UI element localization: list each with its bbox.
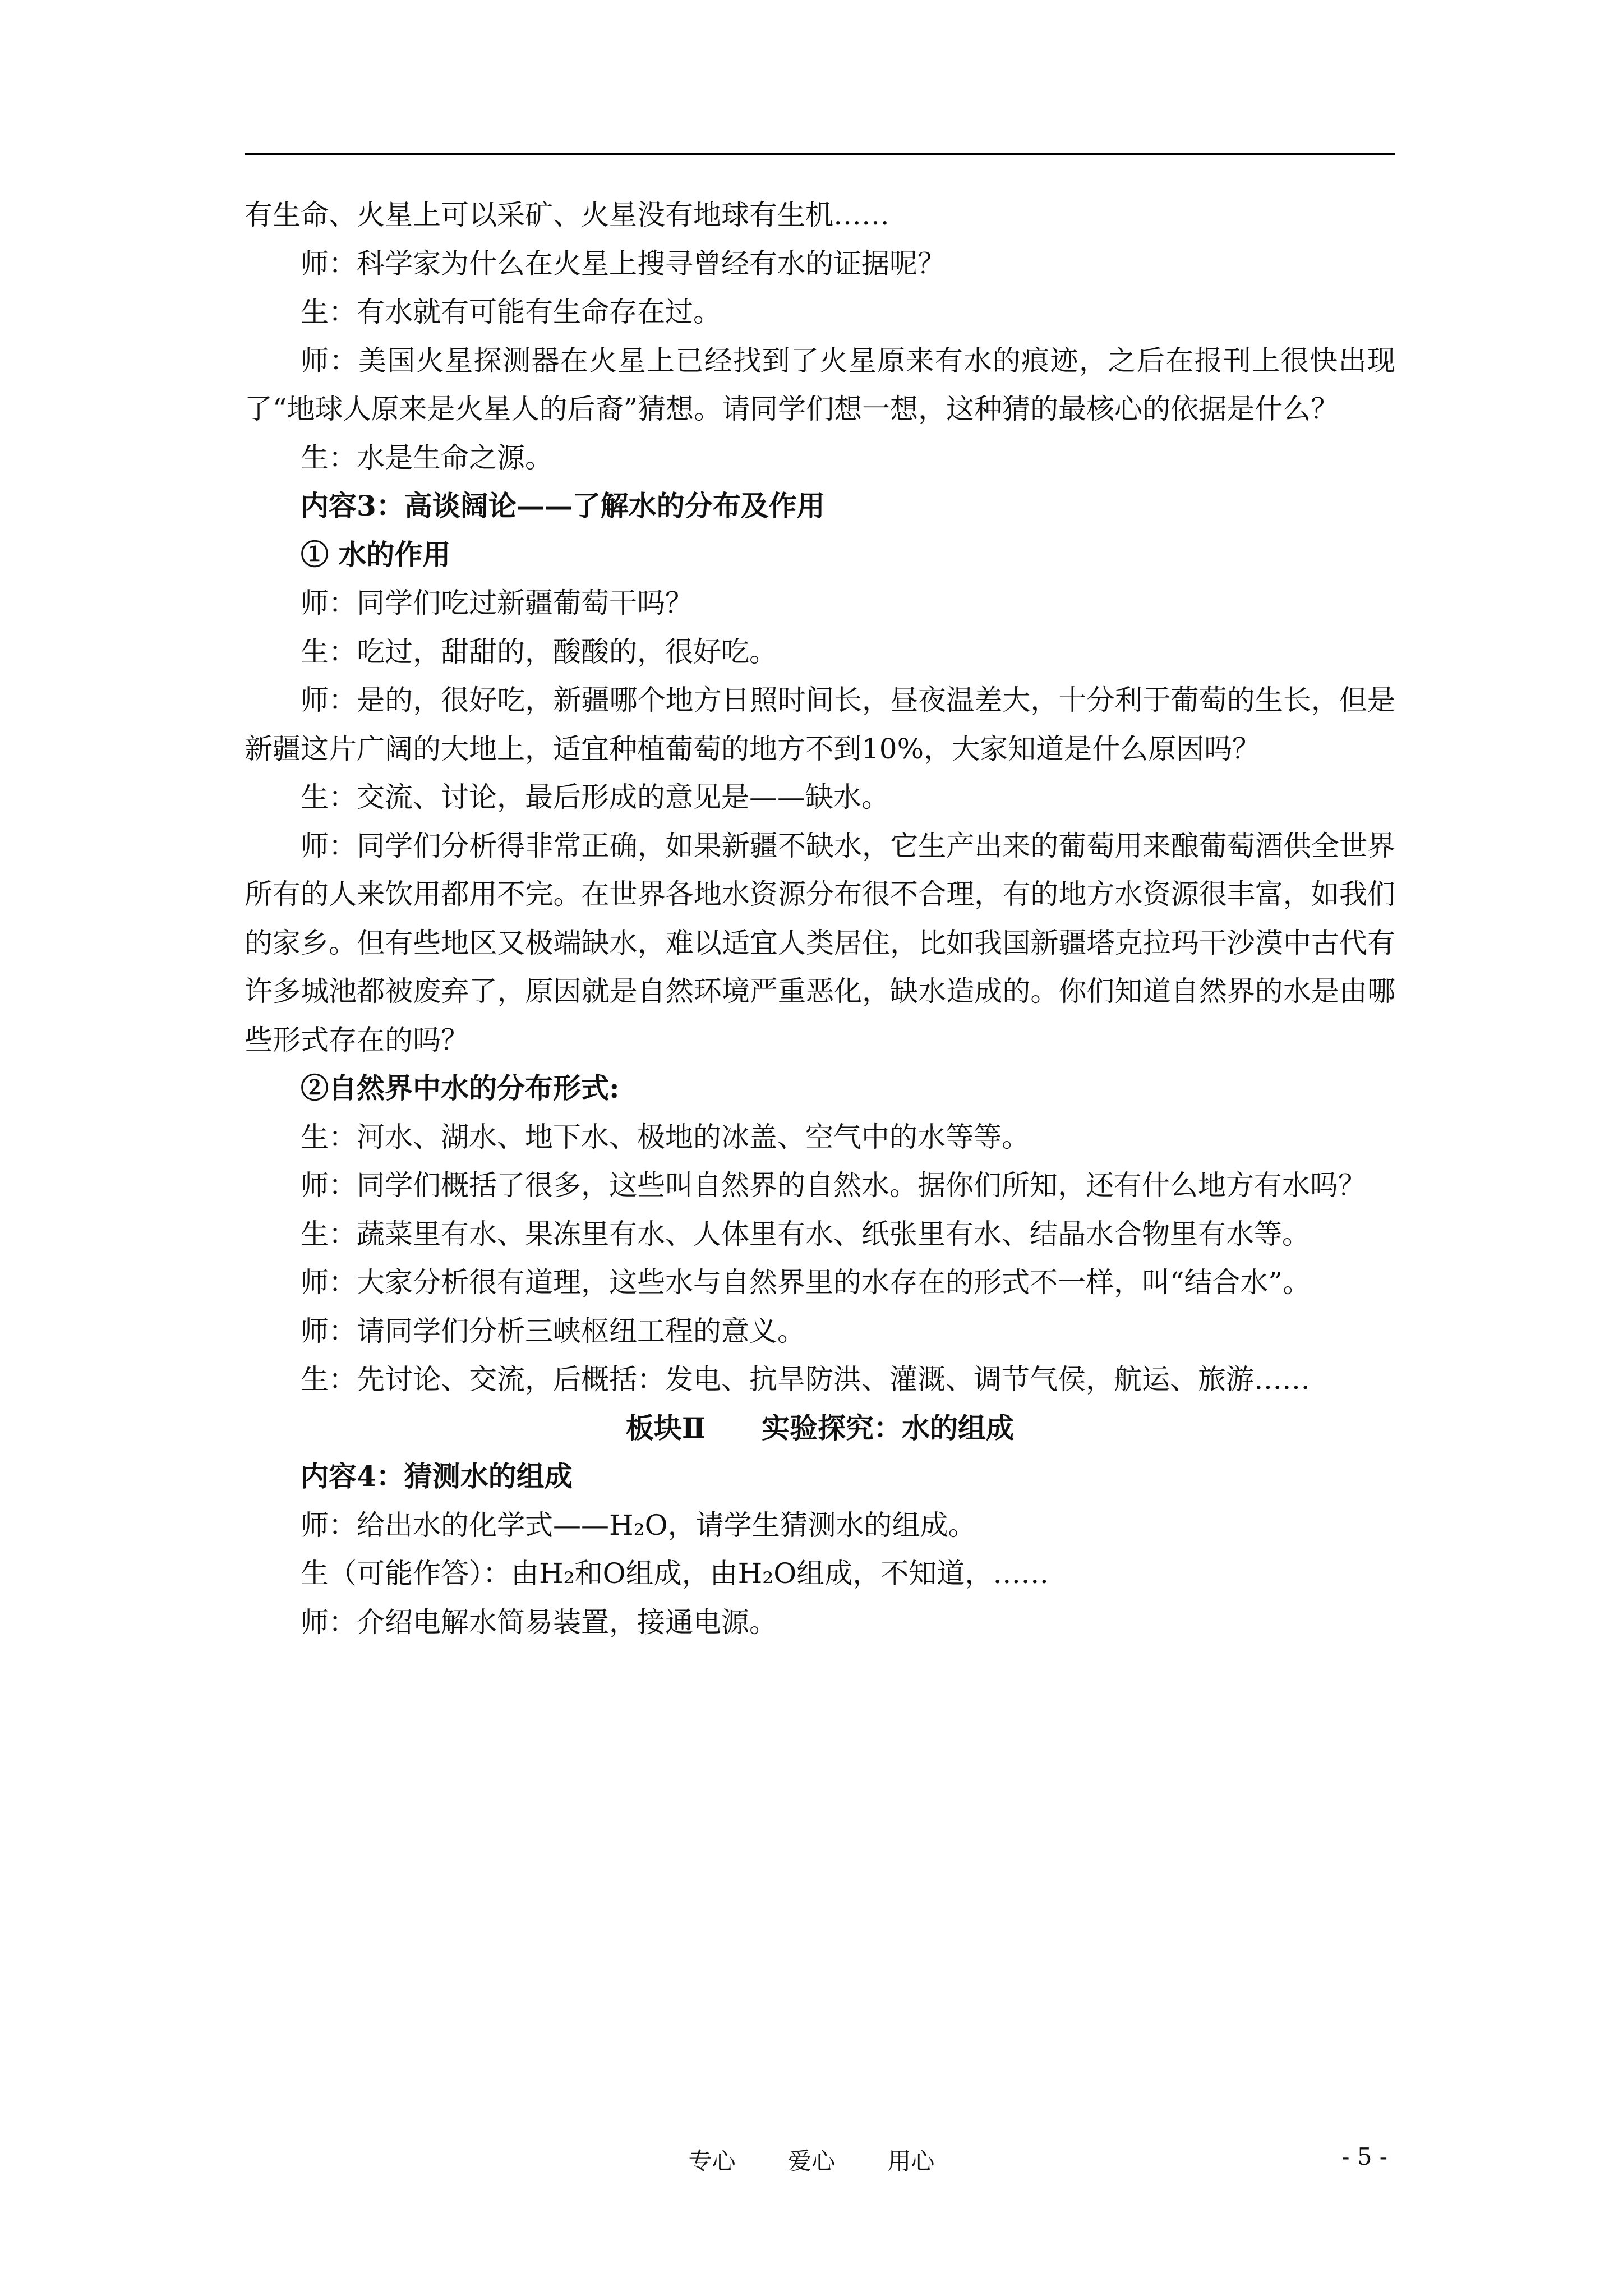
section-heading: 内容4：猜测水的组成 — [301, 1460, 573, 1493]
subsection-heading: ②自然界中水的分布形式: — [301, 1071, 620, 1105]
paragraph: 师：是的，很好吃，新疆哪个地方日照时间长，昼夜温差大，十分利于葡萄的生长，但是新疆这片广阔的大地上，适宜种植葡萄的地方不到10%，大家知道是什么原因吗？ — [245, 684, 1395, 765]
paragraph: 有生命、火星上可以采矿、火星没有地球有生机…… — [245, 199, 889, 231]
footer-motto-item: 用心 — [887, 2147, 935, 2175]
paragraph: 师：大家分析很有道理，这些水与自然界里的水存在的形式不一样，叫“结合水”。 — [301, 1266, 1311, 1299]
paragraph: 师：同学们吃过新疆葡萄干吗？ — [301, 587, 693, 619]
paragraph: 生：水是生命之源。 — [301, 441, 553, 474]
paragraph: 师：请同学们分析三峡枢纽工程的意义。 — [301, 1314, 805, 1347]
section-heading: 内容3：高谈阔论——了解水的分布及作用 — [301, 489, 825, 522]
block-heading: 板块Ⅱ 实验探究：水的组成 — [625, 1411, 1015, 1444]
subsection-heading: ① 水的作用 — [301, 537, 451, 571]
paragraph: 生：吃过，甜甜的，酸酸的，很好吃。 — [301, 635, 777, 668]
footer-motto-item: 爱心 — [787, 2147, 835, 2175]
paragraph: 师：同学们分析得非常正确，如果新疆不缺水，它生产出来的葡萄用来酿葡萄酒供全世界所有的人来饮用都用不完。在世界各地水资源分布很不合理，有的地方水资源很丰富，如我们的家乡。但有些地区又极端缺水，难以适宜人类居住，比如我国新疆塔克拉玛干沙漠中古代有许多城池都被废弃了，原因就是自然环境严重恶化，缺水造成的。你们知道自然界的水是由哪些形式存在的吗？ — [245, 829, 1395, 1056]
paragraph: 师：科学家为什么在火星上搜寻曾经有水的证据呢？ — [301, 247, 946, 280]
paragraph: 师：给出水的化学式——H₂O，请学生猜测水的组成。 — [301, 1508, 976, 1542]
paragraph: 生：有水就有可能有生命存在过。 — [301, 296, 721, 328]
footer-motto-item: 专心 — [688, 2147, 736, 2175]
body-text — [245, 191, 1395, 1646]
header-rule — [245, 153, 1395, 155]
paragraph: 生（可能作答）：由H₂和O组成，由H₂O组成，不知道，…… — [301, 1557, 1049, 1590]
paragraph: 师：同学们概括了很多，这些叫自然界的自然水。据你们所知，还有什么地方有水吗？ — [301, 1169, 1366, 1202]
page-number: - 5 - — [1341, 2143, 1387, 2170]
paragraph: 师：美国火星探测器在火星上已经找到了火星原来有水的痕迹，之后在报刊上很快出现了“地球人原来是火星人的后裔”猜想。请同学们想一想，这种猜的最核心的依据是什么？ — [245, 344, 1395, 425]
paragraph: 生：先讨论、交流，后概括：发电、抗旱防洪、灌溉、调节气侯，航运、旅游…… — [301, 1363, 1310, 1396]
paragraph: 生：河水、湖水、地下水、极地的冰盖、空气中的水等等。 — [301, 1120, 1030, 1153]
paragraph: 生：交流、讨论，最后形成的意见是——缺水。 — [301, 781, 889, 813]
paragraph: 师：介绍电解水简易装置，接通电源。 — [301, 1605, 777, 1639]
paragraph: 生：蔬菜里有水、果冻里有水、人体里有水、纸张里有水、结晶水合物里有水等。 — [301, 1217, 1310, 1250]
